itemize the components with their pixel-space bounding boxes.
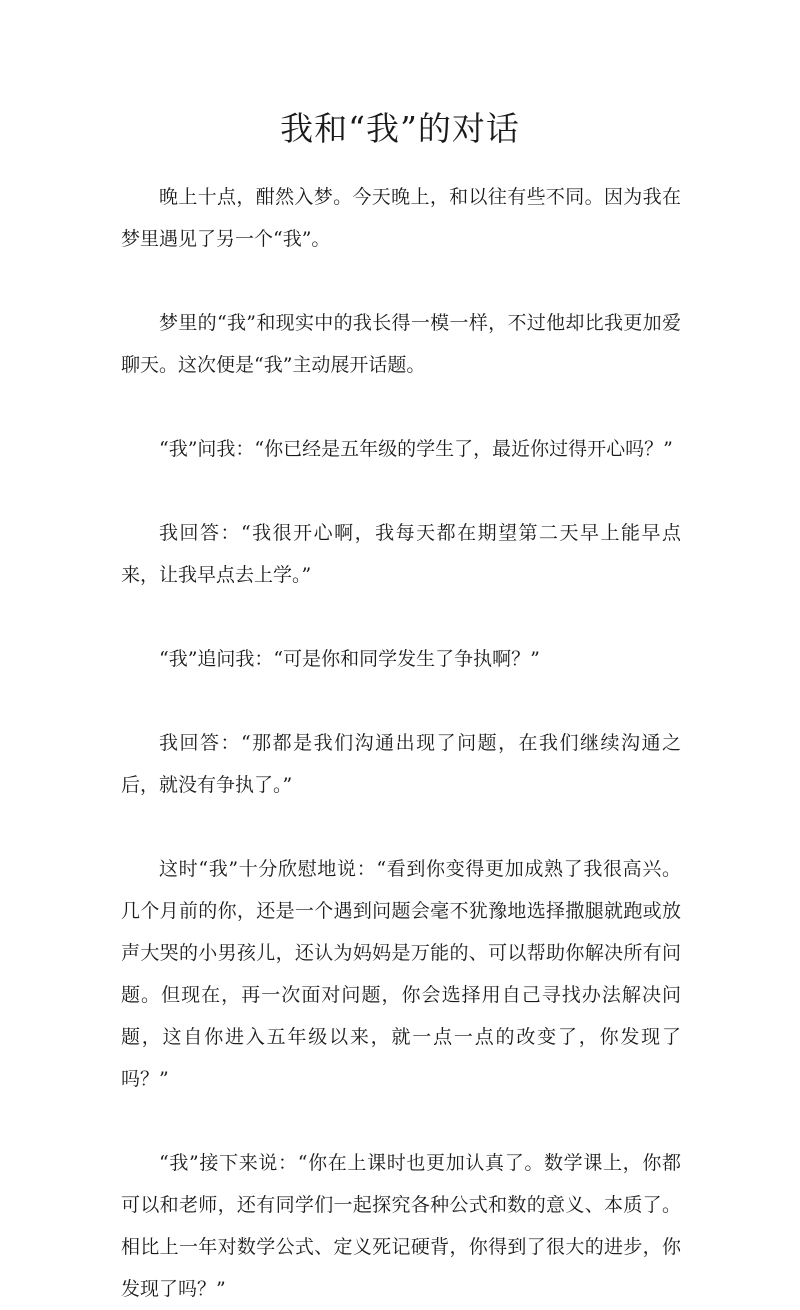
paragraph-1: 晚上十点，酣然入梦。今天晚上，和以往有些不同。因为我在梦里遇见了另一个“我”。 [121,186,681,250]
paragraph-2: 梦里的“我”和现实中的我长得一模一样，不过他却比我更加爱聊天。这次便是“我”主动展开话题。 [121,312,681,376]
paragraph-8: “我”接下来说：“你在上课时也更加认真了。数学课上，你都可以和老师，还有同学们一起探究各种公式和数的意义、本质了。相比上一年对数学公式、定义死记硬背，你得到了很大的进步，你发现了吗？” [121,1152,681,1300]
paragraph-7: 这时“我”十分欣慰地说：“看到你变得更加成熟了我很高兴。几个月前的你，还是一个遇到问题会毫不犹豫地选择撒腿就跑或放声大哭的小男孩儿，还认为妈妈是万能的、可以帮助你解决所有问题。但现在，再一次面对问题，你会选择用自己寻找办法解决问题，这自你进入五年级以来，就一点一点的改变了，你发现了吗？” [121,858,681,1090]
paragraph-6: 我回答：“那都是我们沟通出现了问题，在我们继续沟通之后，就没有争执了。” [121,732,681,796]
paragraph-5: “我”追问我：“可是你和同学发生了争执啊？” [159,648,540,670]
paragraph-3: “我”问我：“你已经是五年级的学生了，最近你过得开心吗？” [159,438,673,460]
document-body [121,176,681,1310]
document-title: 我和“我”的对话 [280,109,520,148]
paragraph-4: 我回答：“我很开心啊，我每天都在期望第二天早上能早点来，让我早点去上学。” [121,522,681,586]
